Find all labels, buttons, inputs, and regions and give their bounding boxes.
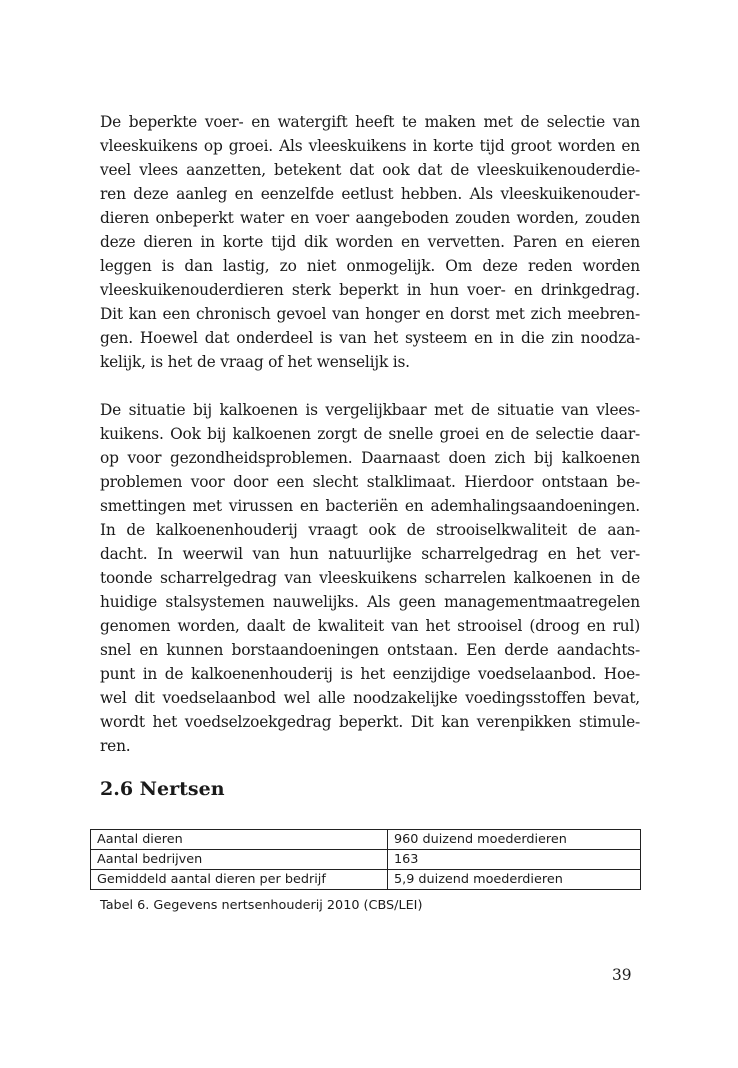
table-cell-label: Aantal bedrijven [91,850,388,870]
text-line: snel en kunnen borstaandoeningen ontstaan. Een derde aandachts- [100,641,640,659]
table-row [91,870,641,890]
text-line: vleeskuikenouderdieren sterk beperkt in hun voer- en drinkgedrag. [100,281,640,299]
data-table [90,829,641,890]
text-line: deze dieren in korte tijd dik worden en vervetten. Paren en eieren [100,233,640,251]
text-line: Dit kan een chronisch gevoel van honger en dorst met zich meebren- [100,305,640,323]
text-line: smettingen met virussen en bacteriën en ademhalingsaandoeningen. [100,497,640,515]
text-line: leggen is dan lastig, zo niet onmogelijk. Om deze reden worden [100,257,640,275]
text-line: In de kalkoenenhouderij vraagt ook de strooiselkwaliteit de aan- [100,521,640,539]
table-cell-value: 960 duizend moederdieren [388,830,641,850]
text-line: vleeskuikens op groei. Als vleeskuikens in korte tijd groot worden en [100,137,640,155]
text-line: toonde scharrelgedrag van vleeskuikens scharrelen kalkoenen in de [100,569,640,587]
text-line: problemen voor door een slecht stalklimaat. Hierdoor ontstaan be- [100,473,640,491]
page-number: 39 [612,966,632,984]
table-cell-value: 5,9 duizend moederdieren [388,870,641,890]
text-line: gen. Hoewel dat onderdeel is van het systeem en in die zin noodza- [100,329,640,347]
text-line: ren. [100,737,131,755]
table-cell-label: Gemiddeld aantal dieren per bedrijf [91,870,388,890]
table-cell-value: 163 [388,850,641,870]
text-line: op voor gezondheidsproblemen. Daarnaast doen zich bij kalkoenen [100,449,640,467]
text-line: huidige stalsystemen nauwelijks. Als geen managementmaatregelen [100,593,640,611]
text-line: dieren onbeperkt water en voer aangeboden zouden worden, zouden [100,209,640,227]
text-line: kelijk, is het de vraag of het wenselijk is. [100,353,410,371]
text-line: genomen worden, daalt de kwaliteit van het strooisel (droog en rul) [100,617,640,635]
text-line: veel vlees aanzetten, betekent dat ook dat de vleeskuikenouderdie- [100,161,640,179]
text-line: punt in de kalkoenenhouderij is het eenzijdige voedselaanbod. Hoe- [100,665,640,683]
table-row [91,850,641,870]
text-line: De situatie bij kalkoenen is vergelijkbaar met de situatie van vlees- [100,401,640,419]
text-line: wel dit voedselaanbod wel alle noodzakelijke voedingsstoffen bevat, [100,689,640,707]
table-cell-label: Aantal dieren [91,830,388,850]
paragraph-1 [100,110,640,374]
section-heading: 2.6 Nertsen [100,778,225,800]
text-line: kuikens. Ook bij kalkoenen zorgt de snelle groei en de selectie daar- [100,425,640,443]
body-text [100,110,640,758]
table-row [91,830,641,850]
text-line: De beperkte voer- en watergift heeft te maken met de selectie van [100,113,640,131]
text-line: dacht. In weerwil van hun natuurlijke scharrelgedrag en het ver- [100,545,640,563]
text-line: wordt het voedselzoekgedrag beperkt. Dit kan verenpikken stimule- [100,713,640,731]
table-caption: Tabel 6. Gegevens nertsenhouderij 2010 (CBS/LEI) [100,898,423,913]
text-line: ren deze aanleg en eenzelfde eetlust hebben. Als vleeskuikenouder- [100,185,640,203]
paragraph-2 [100,398,640,758]
